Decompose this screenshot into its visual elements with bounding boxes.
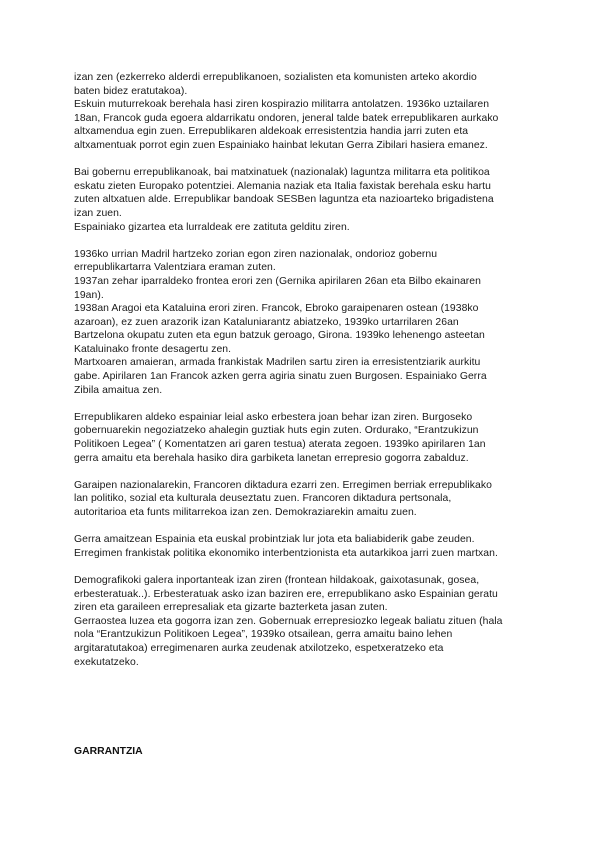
text-line: altxamentuak porrot egin zuen Espainiako hainbat lekutan Gerra Zibilari hasiera emanez. [74,139,488,151]
text-line: 1936ko urrian Madril hartzeko zorian egon ziren nazionalak, ondorioz gobernu [74,248,438,260]
text-line: eskatu zieten Europako potentziei. Alemania naziak eta Italia faxistak berehala esku hartu [74,180,491,192]
paragraph-gap [74,153,536,167]
paragraph [74,574,536,669]
text-line: 1937an zehar iparraldeko frontea erori zen (Gernika apirilaren 26an eta Bilbo ekainaren [74,275,481,287]
paragraph-gap [74,234,536,248]
text-line: izan zuen. [74,207,122,219]
text-line: Gerra amaitzean Espainia eta euskal probintziak lur jota eta baliabiderik gabe zeuden. [74,534,475,546]
text-line: 19an). [74,289,104,301]
paragraph [74,411,536,465]
paragraph-gap [74,520,536,534]
text-line: gabe. Apirilaren 1an Francok azken gerra agiria sinatu zuen Burgosen. Espainiako Gerra [74,371,487,383]
paragraph [74,479,536,520]
section-heading: GARRANTZIA [74,746,143,757]
text-line: Politikoen Legea” ( Komentatzen ari garen testua) aterata zegoen. 1939ko apirilaren 1an [74,439,486,451]
text-line: ziren eta garaileen errepresaliak eta gizarte bazterketa jasan zuten. [74,602,388,614]
text-line: lan politiko, sozial eta kulturala deuseztatu zuen. Francoren diktadura pertsonala, [74,493,452,505]
paragraph-gap [74,560,536,574]
paragraph [74,166,536,234]
paragraph [74,248,536,398]
text-line: izan zen (ezkerreko alderdi errepublikanoen, sozialisten eta komunisten arteko akordio [74,72,477,83]
text-line: Erregimen frankistak politika ekonomiko interbentzionista eta autarkikoa jarri zuen martxan. [74,547,498,559]
text-line: Gerraostea luzea eta gogorra izan zen. Gobernuak errepresiozko legeak baliatu zituen (hala [74,615,503,627]
text-line: azaroan), ez zuen arazorik izan Kataluniarantz abiatzeko, 1939ko urtarrilaren 26an [74,316,459,328]
text-line: 1938an Aragoi eta Kataluina erori ziren. Francok, Ebroko garaipenaren ostean (1938ko [74,303,479,315]
paragraph [74,71,536,153]
paragraph [74,533,536,560]
text-line: gobernuarekin negoziatzeko ahalegin guztiak huts egin zuten. Ordurako, “Erantzukizun [74,425,479,437]
text-line: errepublikartarra Valentziara eraman zuten. [74,262,276,274]
body-text [74,71,536,669]
text-line: exekutatzeko. [74,656,139,668]
text-line: Bai gobernu errepublikanoak, bai matxinatuek (nazionalak) laguntza militarra eta politikoa [74,167,490,179]
text-line: altxamendua egin zuen. Errepublikaren aldekoak erresistentzia handia jarri zuten eta [74,126,469,138]
text-line: Zibila amaitua zen. [74,384,163,396]
text-line: Demografikoki galera inportanteak izan ziren (frontean hildakoak, gaixotasunak, gosea, [74,574,480,586]
paragraph-gap [74,465,536,479]
text-line: Espainiako gizartea eta lurraldeak ere zatituta gelditu ziren. [74,221,350,233]
paragraph-gap [74,397,536,411]
text-line: Kataluinako fronte desagertu zen. [74,343,232,355]
text-line: zuten altxatuen alde. Errepublikar bandoak SESBen laguntza eta nazioarteko brigadistena [74,194,494,206]
text-line: Eskuin muturrekoak berehala hasi ziren kospirazio militarra antolatzen. 1936ko uztailaren [74,99,490,111]
text-line: baten bidez eratutakoa). [74,85,188,97]
text-line: Errepublikaren aldeko espainiar leial asko erbestera joan behar izan ziren. Burgoseko [74,411,473,423]
text-line: nola “Erantzukizun Politikoen Legea”, 1939ko otsailean, gerra amaitu baino lehen [74,629,453,641]
text-line: autoritarioa eta funts militarrekoa izan zen. Demokraziarekin amaitu zuen. [74,507,417,518]
text-line: argitaratutakoa) erregimenaren aurka zeudenak atxilotzeko, espetxeratzeko eta [74,642,444,654]
text-line: Martxoaren amaieran, armada frankistak Madrilen sartu ziren ia erresistentziarik aurkitu [74,357,481,369]
text-line: Garaipen nazionalarekin, Francoren diktadura ezarri zen. Erregimen berriak errepublikako [74,479,492,491]
text-line: Bartzelona okupatu zuten eta egun batzuk geroago, Girona. 1939ko lehenengo asteetan [74,330,485,342]
text-line: erbesteratuak..). Erbesteratuak asko izan baziren ere, errepublikano asko Espainian geratu [74,588,498,600]
text-line: gerra amaitu eta berehala hasiko dira garbiketa lanetan errepresio gogorra zabalduz. [74,452,469,464]
text-line: 18an, Francok guda egoera aldarrikatu ondoren, jeneral talde batek errepublikaren aurkako [74,112,499,124]
